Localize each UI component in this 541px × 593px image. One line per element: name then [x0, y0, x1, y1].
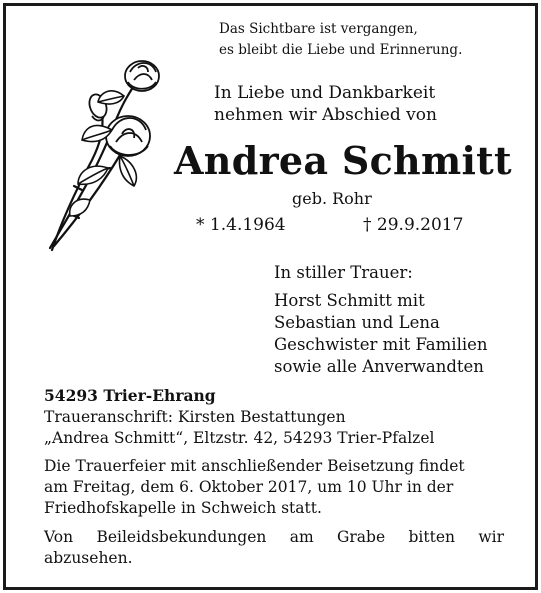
address-line-1: Traueranschrift: Kirsten Bestattungen [44, 408, 346, 426]
funeral-line-2: am Freitag, dem 6. Oktober 2017, um 10 Uhr in der [44, 478, 454, 496]
motto-line-1: Das Sichtbare ist vergangen, [219, 21, 418, 37]
obituary-notice [3, 3, 538, 590]
mourner-line: Sebastian und Lena [274, 313, 440, 332]
request-line-1: Von Beileidsbekundungen am Grabe bitten wir [44, 528, 504, 546]
birth-date: * 1.4.1964 [196, 215, 286, 235]
birth-name: geb. Rohr [292, 189, 372, 208]
mourner-line: sowie alle Anverwandten [274, 357, 484, 376]
funeral-line-3: Friedhofskapelle in Schweich statt. [44, 499, 322, 517]
request-line-2: abzusehen. [44, 549, 133, 567]
death-date: † 29.9.2017 [363, 215, 464, 235]
mourner-line: Horst Schmitt mit [274, 291, 425, 310]
mourners-heading: In stiller Trauer: [274, 263, 413, 282]
intro-line-1: In Liebe und Dankbarkeit [214, 83, 436, 103]
motto-line-2: es bleibt die Liebe und Erinnerung. [219, 42, 463, 58]
rose-icon [42, 50, 162, 255]
funeral-line-1: Die Trauerfeier mit anschließender Beisetzung findet [44, 457, 465, 475]
deceased-name: Andrea Schmitt [174, 138, 512, 183]
address-line-2: „Andrea Schmitt“, Eltzstr. 42, 54293 Trier-Pfalzel [44, 429, 435, 447]
intro-line-2: nehmen wir Abschied von [214, 105, 437, 125]
mourner-line: Geschwister mit Familien [274, 335, 488, 354]
location-heading: 54293 Trier-Ehrang [44, 386, 216, 405]
